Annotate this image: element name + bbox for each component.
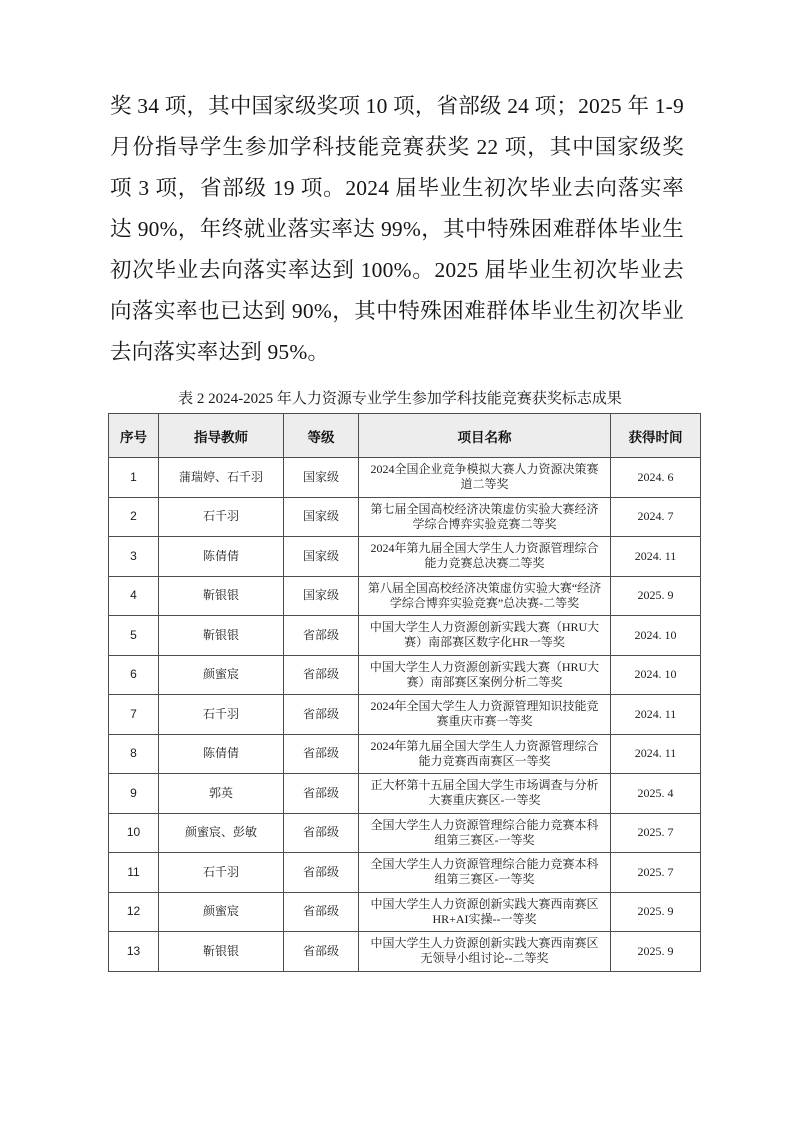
cell-project: 全国大学生人力资源管理综合能力竞赛本科组第三赛区-一等奖 [359, 813, 611, 853]
cell-index: 6 [109, 655, 159, 695]
cell-teacher: 靳银银 [159, 616, 284, 656]
table-row [109, 774, 701, 814]
cell-teacher: 石千羽 [159, 497, 284, 537]
cell-index: 9 [109, 774, 159, 814]
cell-index: 2 [109, 497, 159, 537]
cell-teacher: 靳银银 [159, 576, 284, 616]
cell-project: 第七届全国高校经济决策虚仿实验大赛经济学综合博弈实验竞赛二等奖 [359, 497, 611, 537]
header-cell-time: 获得时间 [611, 414, 701, 458]
cell-time: 2024. 11 [611, 695, 701, 735]
paragraph-line: 奖 34 项，其中国家级奖项 10 项，省部级 24 项；2025 年 1-9 [110, 94, 684, 118]
cell-time: 2024. 11 [611, 537, 701, 577]
cell-index: 4 [109, 576, 159, 616]
cell-teacher: 陈倩倩 [159, 734, 284, 774]
table-row [109, 576, 701, 616]
cell-level: 国家级 [284, 576, 359, 616]
cell-time: 2024. 11 [611, 734, 701, 774]
cell-level: 省部级 [284, 695, 359, 735]
cell-time: 2024. 10 [611, 616, 701, 656]
cell-project: 第八届全国高校经济决策虚仿实验大赛“经济学综合博弈实验竞赛”总决赛-二等奖 [359, 576, 611, 616]
paragraph-line: 达 90%，年终就业落实率达 99%，其中特殊困难群体毕业生 [110, 217, 684, 241]
cell-time: 2025. 9 [611, 932, 701, 972]
cell-index: 8 [109, 734, 159, 774]
table-row [109, 655, 701, 695]
cell-index: 5 [109, 616, 159, 656]
cell-teacher: 颜蜜宸 [159, 892, 284, 932]
table-header-row [109, 414, 701, 458]
cell-teacher: 蒲瑞婷、石千羽 [159, 458, 284, 498]
cell-level: 国家级 [284, 537, 359, 577]
cell-project: 中国大学生人力资源创新实践大赛（HRU大赛）南部赛区数字化HR一等奖 [359, 616, 611, 656]
cell-level: 国家级 [284, 458, 359, 498]
cell-level: 省部级 [284, 932, 359, 972]
table-row [109, 537, 701, 577]
cell-time: 2025. 9 [611, 892, 701, 932]
cell-teacher: 颜蜜宸 [159, 655, 284, 695]
cell-level: 省部级 [284, 853, 359, 893]
cell-index: 10 [109, 813, 159, 853]
cell-level: 省部级 [284, 734, 359, 774]
table-row [109, 497, 701, 537]
header-cell-index: 序号 [109, 414, 159, 458]
cell-project: 全国大学生人力资源管理综合能力竞赛本科组第三赛区-一等奖 [359, 853, 611, 893]
header-cell-teacher: 指导教师 [159, 414, 284, 458]
table-row [109, 616, 701, 656]
cell-index: 1 [109, 458, 159, 498]
table-row [109, 853, 701, 893]
cell-level: 省部级 [284, 892, 359, 932]
cell-index: 11 [109, 853, 159, 893]
paragraph-line: 月份指导学生参加学科技能竞赛获奖 22 项，其中国家级奖 [110, 135, 684, 159]
cell-teacher: 石千羽 [159, 853, 284, 893]
cell-level: 省部级 [284, 655, 359, 695]
paragraph-line: 去向落实率达到 95%。 [110, 340, 330, 364]
cell-project: 中国大学生人力资源创新实践大赛西南赛区无领导小组讨论--二等奖 [359, 932, 611, 972]
cell-time: 2024. 7 [611, 497, 701, 537]
header-cell-level: 等级 [284, 414, 359, 458]
cell-index: 7 [109, 695, 159, 735]
cell-project: 2024年第九届全国大学生人力资源管理综合能力竞赛总决赛二等奖 [359, 537, 611, 577]
cell-teacher: 颜蜜宸、彭敏 [159, 813, 284, 853]
cell-index: 3 [109, 537, 159, 577]
paragraph-line: 项 3 项，省部级 19 项。2024 届毕业生初次毕业去向落实率 [110, 176, 684, 200]
table-row [109, 695, 701, 735]
table-row [109, 813, 701, 853]
cell-teacher: 石千羽 [159, 695, 284, 735]
cell-teacher: 陈倩倩 [159, 537, 284, 577]
cell-time: 2024. 10 [611, 655, 701, 695]
table-caption: 表 2 2024-2025 年人力资源专业学生参加学科技能竞赛获奖标志成果 [178, 391, 622, 407]
cell-project: 2024全国企业竞争模拟大赛人力资源决策赛道二等奖 [359, 458, 611, 498]
cell-level: 省部级 [284, 774, 359, 814]
cell-teacher: 靳银银 [159, 932, 284, 972]
body-paragraph [110, 86, 684, 373]
table-row [109, 932, 701, 972]
awards-table [108, 413, 701, 972]
cell-project: 正大杯第十五届全国大学生市场调查与分析大赛重庆赛区-一等奖 [359, 774, 611, 814]
paragraph-line: 向落实率也已达到 90%，其中特殊困难群体毕业生初次毕业 [110, 299, 684, 323]
cell-project: 2024年第九届全国大学生人力资源管理综合能力竞赛西南赛区一等奖 [359, 734, 611, 774]
cell-time: 2025. 7 [611, 813, 701, 853]
cell-project: 中国大学生人力资源创新实践大赛西南赛区HR+AI实操--一等奖 [359, 892, 611, 932]
cell-time: 2024. 6 [611, 458, 701, 498]
cell-level: 省部级 [284, 813, 359, 853]
cell-time: 2025. 9 [611, 576, 701, 616]
cell-time: 2025. 4 [611, 774, 701, 814]
cell-level: 国家级 [284, 497, 359, 537]
header-cell-project: 项目名称 [359, 414, 611, 458]
cell-time: 2025. 7 [611, 853, 701, 893]
cell-project: 2024年全国大学生人力资源管理知识技能竞赛重庆市赛一等奖 [359, 695, 611, 735]
cell-index: 13 [109, 932, 159, 972]
table-row [109, 734, 701, 774]
table-row [109, 892, 701, 932]
cell-level: 省部级 [284, 616, 359, 656]
paragraph-line: 初次毕业去向落实率达到 100%。2025 届毕业生初次毕业去 [110, 258, 684, 282]
cell-teacher: 郭英 [159, 774, 284, 814]
table-body [109, 458, 701, 972]
cell-index: 12 [109, 892, 159, 932]
table-row [109, 458, 701, 498]
cell-project: 中国大学生人力资源创新实践大赛（HRU大赛）南部赛区案例分析二等奖 [359, 655, 611, 695]
